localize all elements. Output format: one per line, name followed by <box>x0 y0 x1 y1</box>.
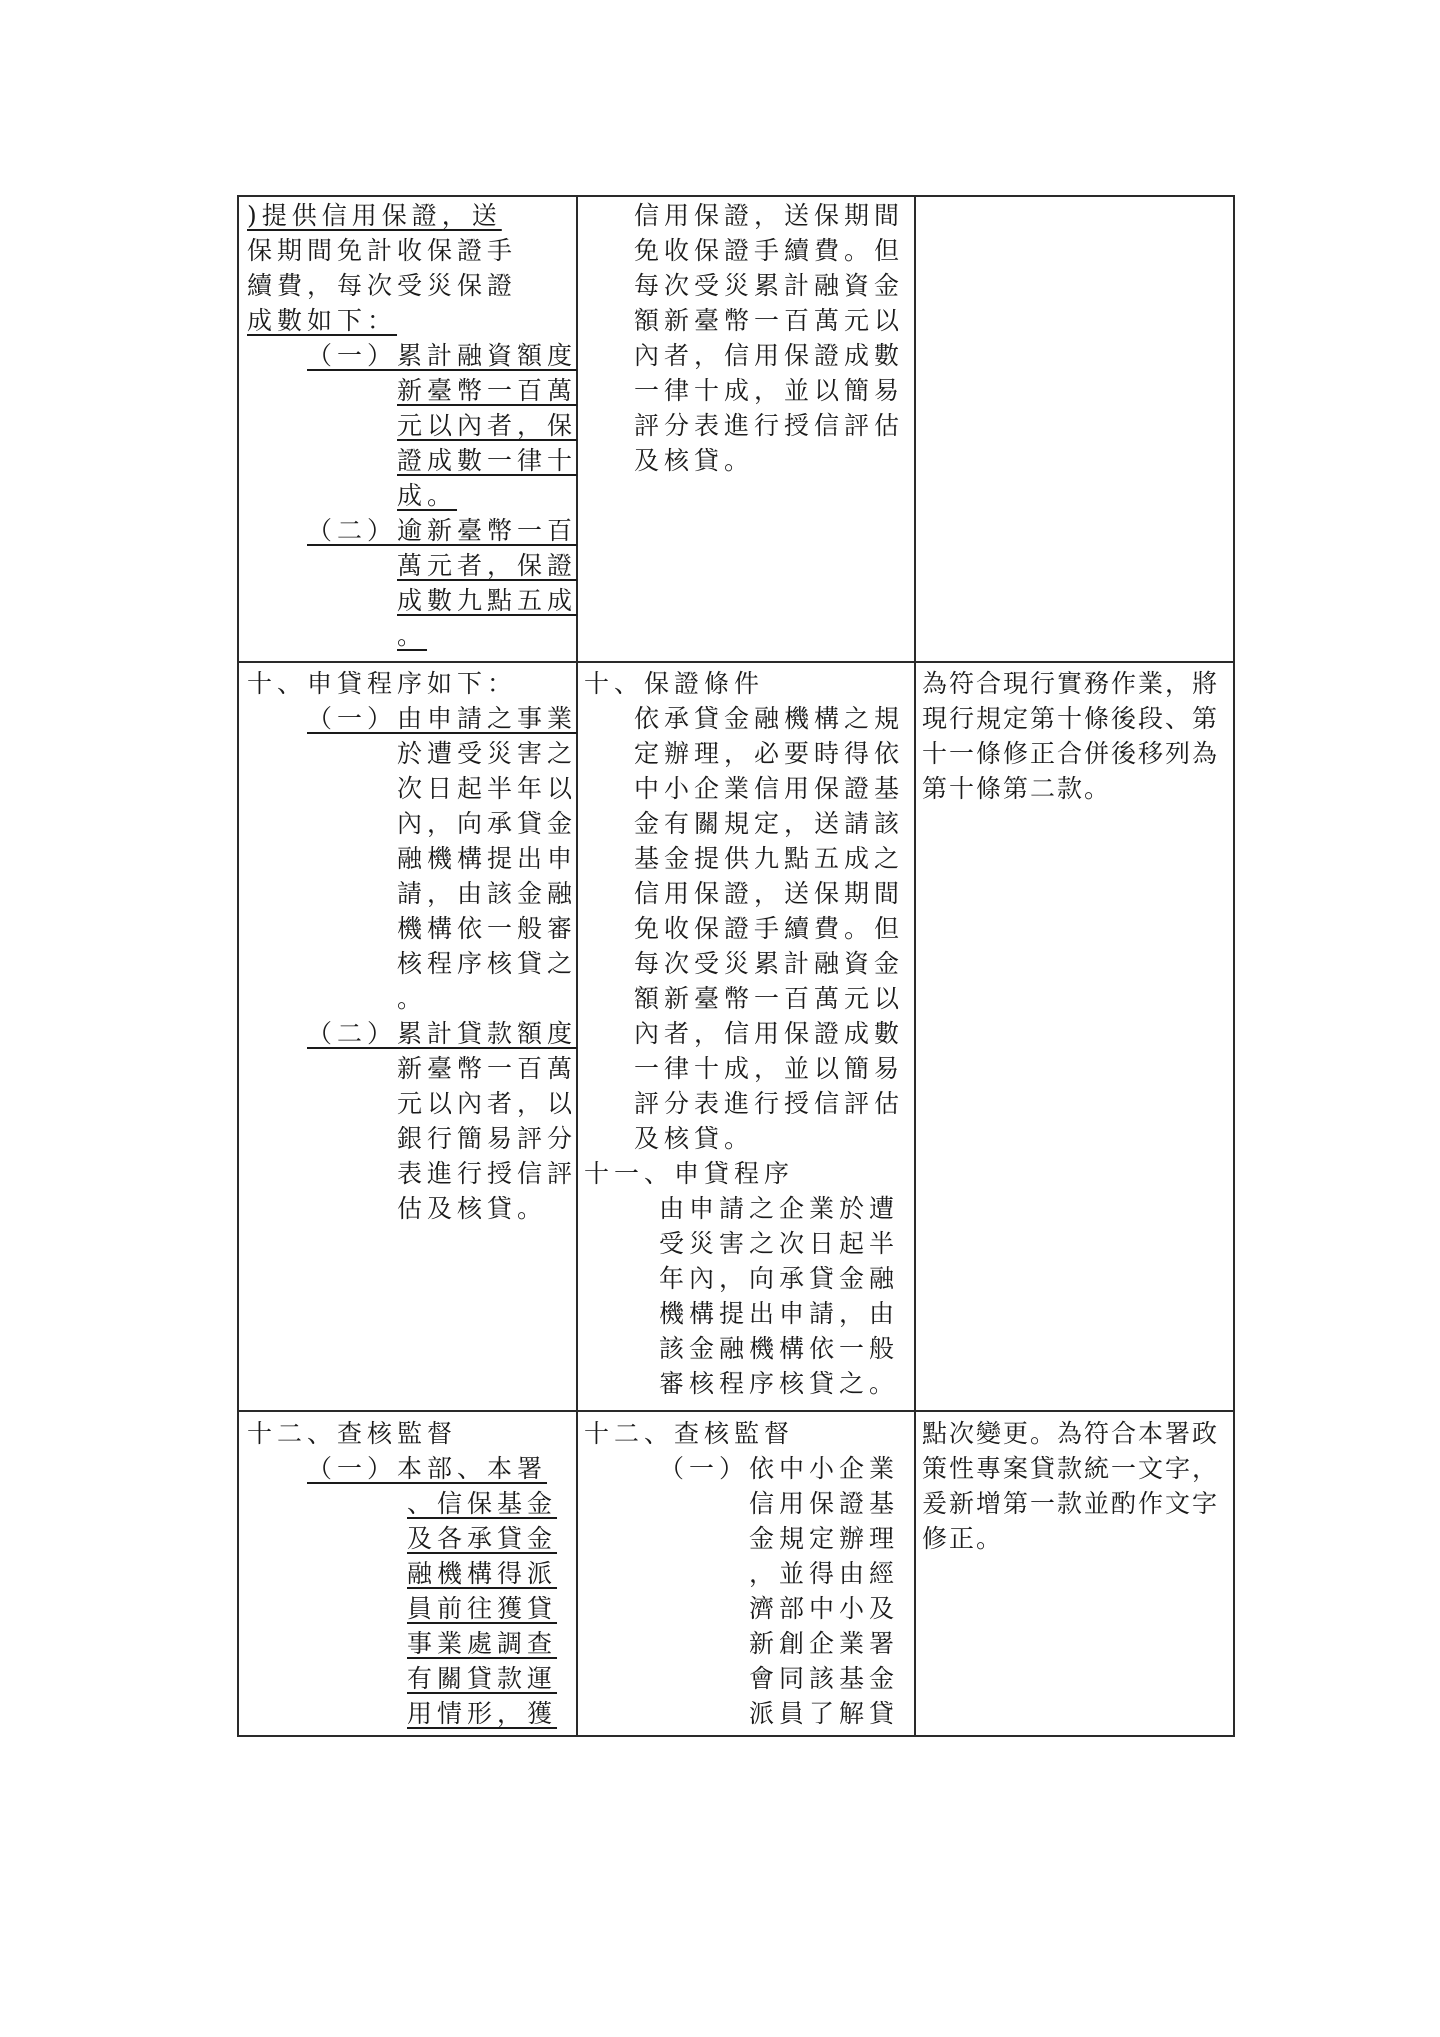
text-line: 萬元者，保證 <box>397 551 578 580</box>
section-heading: 十二、查核監督 <box>584 1419 795 1448</box>
note-line: 現行規定第十條後段、第 <box>922 704 1220 733</box>
section-heading: 十、申貸程序如下： <box>247 669 518 698</box>
text-line: 銀行簡易評分 <box>397 1124 578 1153</box>
clause-line: （二）累計貸款額度 <box>307 1019 578 1048</box>
text-line: 派員了解貸 <box>749 1699 900 1728</box>
text-line: 員前往獲貸 <box>407 1594 558 1623</box>
text-line: 該金融機構依一般 <box>659 1334 900 1363</box>
text-line: 及核貸。 <box>634 446 755 475</box>
text-line: 成數九點五成 <box>397 586 578 615</box>
text-line: 融機構得派 <box>407 1559 558 1588</box>
section-heading: 十一、申貸程序 <box>584 1159 795 1188</box>
text-line: 次日起半年以 <box>397 774 578 803</box>
text-line: 免收保證手續費。但 <box>634 236 905 265</box>
text-line: 用情形，獲 <box>407 1699 558 1728</box>
text-line: 一律十成，並以簡易 <box>634 376 905 405</box>
clause-line: （一）依中小企業 <box>659 1454 900 1483</box>
text-line: 內者，信用保證成數 <box>634 341 905 370</box>
text-line: 融機構提出申 <box>397 844 578 873</box>
text-line: 依承貸金融機構之規 <box>634 704 905 733</box>
clause-line: （一）本部、本署 <box>307 1454 548 1483</box>
text-line: 新臺幣一百萬 <box>397 376 578 405</box>
comparison-table <box>237 195 1235 1737</box>
text-line: )提供信用保證，送 <box>247 201 502 230</box>
text-line: 額新臺幣一百萬元以 <box>634 984 905 1013</box>
text-line: 。 <box>397 984 428 1013</box>
text-line: 元以內者，以 <box>397 1089 578 1118</box>
text-line: 免收保證手續費。但 <box>634 914 905 943</box>
text-line: 新臺幣一百萬 <box>397 1054 578 1083</box>
text-line: 評分表進行授信評估 <box>634 1089 905 1118</box>
text-line: 表進行授信評 <box>397 1159 578 1188</box>
text-line: 證成數一律十 <box>397 446 578 475</box>
text-line: 續費，每次受災保證 <box>247 271 518 300</box>
text-line: 保期間免計收保證手 <box>247 236 518 265</box>
text-line: 成。 <box>397 481 458 510</box>
text-line: 成數如下： <box>247 306 398 335</box>
text-line: 內，向承貸金 <box>397 809 578 838</box>
text-line: 估及核貸。 <box>397 1194 548 1223</box>
text-line: 機構提出申請，由 <box>659 1299 900 1328</box>
column-divider <box>914 197 916 1735</box>
note-line: 爰新增第一款並酌作文字 <box>922 1489 1220 1518</box>
text-line: 中小企業信用保證基 <box>634 774 905 803</box>
text-line: 審核程序核貸之。 <box>659 1369 900 1398</box>
note-line: 為符合現行實務作業，將 <box>922 669 1220 698</box>
text-line: 於遭受災害之 <box>397 739 578 768</box>
note-line: 策性專案貸款統一文字， <box>922 1454 1220 1483</box>
note-line: 點次變更。為符合本署政 <box>922 1419 1220 1448</box>
clause-line: （二）逾新臺幣一百 <box>307 516 578 545</box>
text-line: 、信保基金 <box>407 1489 558 1518</box>
text-line: 有關貸款運 <box>407 1664 558 1693</box>
text-line: 受災害之次日起半 <box>659 1229 900 1258</box>
text-line: 由申請之企業於遭 <box>659 1194 900 1223</box>
note-line: 第十條第二款。 <box>922 774 1112 803</box>
text-line: 。 <box>397 621 428 650</box>
text-line: 濟部中小及 <box>749 1594 900 1623</box>
text-line: 評分表進行授信評估 <box>634 411 905 440</box>
text-line: 信用保證，送保期間 <box>634 879 905 908</box>
text-line: 定辦理，必要時得依 <box>634 739 905 768</box>
row-divider <box>239 661 1233 663</box>
clause-line: （一）由申請之事業 <box>307 704 578 733</box>
text-line: 一律十成，並以簡易 <box>634 1054 905 1083</box>
note-line: 十一條修正合併後移列為 <box>922 739 1220 768</box>
text-line: 事業處調查 <box>407 1629 558 1658</box>
text-line: 金有關規定，送請該 <box>634 809 905 838</box>
text-line: 信用保證，送保期間 <box>634 201 905 230</box>
text-line: 金規定辦理 <box>749 1524 900 1553</box>
clause-line: （一）累計融資額度 <box>307 341 578 370</box>
text-line: 及各承貸金 <box>407 1524 558 1553</box>
note-line: 修正。 <box>922 1524 1004 1553</box>
text-line: ，並得由經 <box>749 1559 900 1588</box>
text-line: 信用保證基 <box>749 1489 900 1518</box>
text-line: 元以內者，保 <box>397 411 578 440</box>
section-heading: 十、保證條件 <box>584 669 765 698</box>
text-line: 年內，向承貸金融 <box>659 1264 900 1293</box>
text-line: 基金提供九點五成之 <box>634 844 905 873</box>
text-line: 會同該基金 <box>749 1664 900 1693</box>
text-line: 核程序核貸之 <box>397 949 578 978</box>
text-line: 額新臺幣一百萬元以 <box>634 306 905 335</box>
text-line: 請，由該金融 <box>397 879 578 908</box>
text-line: 內者，信用保證成數 <box>634 1019 905 1048</box>
text-line: 及核貸。 <box>634 1124 755 1153</box>
text-line: 新創企業署 <box>749 1629 900 1658</box>
text-line: 機構依一般審 <box>397 914 578 943</box>
section-heading: 十二、查核監督 <box>247 1419 458 1448</box>
text-line: 每次受災累計融資金 <box>634 271 905 300</box>
text-line: 每次受災累計融資金 <box>634 949 905 978</box>
row-divider <box>239 1410 1233 1412</box>
